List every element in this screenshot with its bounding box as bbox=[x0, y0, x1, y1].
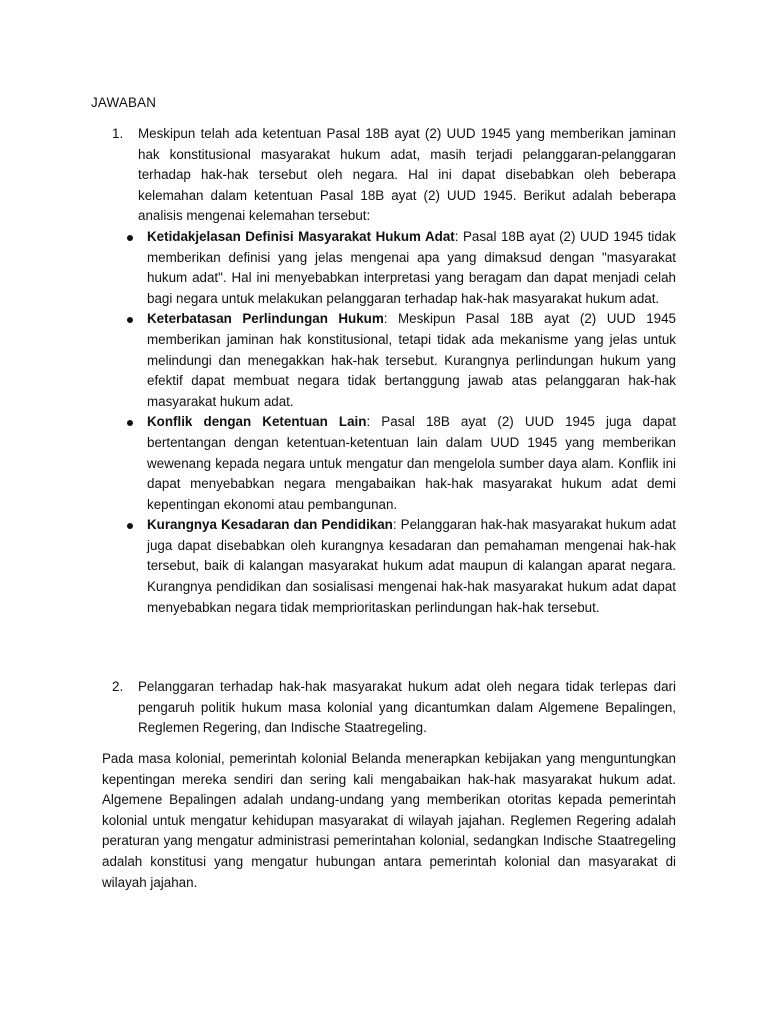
bullet-icon bbox=[127, 523, 133, 529]
bullet-icon bbox=[127, 420, 133, 426]
bullet-text: : Pelanggaran hak-hak masyarakat hukum adat juga dapat disebabkan oleh kurangnya kesadaran dan pemahaman mengenai hak-hak tersebut, baik di kalangan masyarakat hukum adat maupun di kalangan aparat negara. Kurangnya pendidikan dan sosialisasi mengenai hak-hak masyarakat hukum adat dapat menyebabkan negara tidak memprioritaskan perlindungan hak-hak tersebut. bbox=[147, 517, 676, 615]
document-heading: JAWABAN bbox=[91, 95, 157, 110]
bullet-item bbox=[147, 227, 676, 309]
bullet-title: Ketidakjelasan Definisi Masyarakat Hukum Adat bbox=[147, 228, 455, 244]
answer-2 bbox=[112, 677, 676, 739]
bullet-item bbox=[147, 412, 676, 515]
bullet-text: : Meskipun Pasal 18B ayat (2) UUD 1945 memberikan jaminan hak konstitusional, tetapi tidak ada mekanisme yang jelas untuk melindungi dan menegakkan hak-hak tersebut. Kurangnya perlindungan hukum yang efektif dapat membuat negara tidak bertanggung jawab atas pelanggaran hak-hak masyarakat hukum adat. bbox=[147, 311, 676, 409]
answer-1-intro: Meskipun telah ada ketentuan Pasal 18B ayat (2) UUD 1945 yang memberikan jaminan hak konstitusional masyarakat hukum adat, masih terjadi pelanggaran-pelanggaran terhadap hak-hak tersebut oleh negara. Hal ini dapat disebabkan oleh beberapa kelemahan dalam ketentuan Pasal 18B ayat (2) UUD 1945. Berikut adalah beberapa analisis mengenai kelemahan tersebut: bbox=[138, 126, 676, 224]
bullet-icon bbox=[127, 235, 133, 241]
bullet-item bbox=[147, 515, 676, 618]
answer-1 bbox=[112, 124, 676, 618]
bullet-title: Kurangnya Kesadaran dan Pendidikan bbox=[147, 517, 393, 533]
answer-2-intro: Pelanggaran terhadap hak-hak masyarakat hukum adat oleh negara tidak terlepas dari pengaruh politik hukum masa kolonial yang dicantumkan dalam Algemene Bepalingen, Reglemen Regering, dan Indische Staatregeling. bbox=[138, 679, 676, 736]
bullet-text: : Pasal 18B ayat (2) UUD 1945 tidak memberikan definisi yang jelas mengenai apa yang dimaksud dengan "masyarakat hukum adat". Hal ini menyebabkan interpretasi yang beragam dan dapat menjadi celah bagi negara untuk melakukan pelanggaran terhadap hak-hak masyarakat hukum adat. bbox=[147, 228, 676, 306]
bullet-title: Konflik dengan Ketentuan Lain bbox=[147, 414, 367, 430]
bullet-title: Keterbatasan Perlindungan Hukum bbox=[147, 311, 384, 327]
answer-1-number: 1. bbox=[112, 126, 124, 141]
answer-1-bullet-list bbox=[147, 227, 676, 618]
bullet-item bbox=[147, 309, 676, 412]
closing-paragraph: Pada masa kolonial, pemerintah kolonial Belanda menerapkan kebijakan yang menguntungkan kepentingan mereka sendiri dan sering kali mengabaikan hak-hak masyarakat hukum adat. Algemene Bepalingen adalah undang-undang yang memberikan otoritas kepada pemerintah kolonial untuk mengatur kehidupan masyarakat di wilayah jajahan. Reglemen Regering adalah peraturan yang mengatur administrasi pemerintahan kolonial, sedangkan Indische Staatregeling adalah konstitusi yang mengatur hubungan antara pemerintah kolonial dan masyarakat di wilayah jajahan. bbox=[102, 751, 676, 890]
answer-2-number: 2. bbox=[112, 679, 124, 694]
bullet-icon bbox=[127, 317, 133, 323]
bullet-text: : Pasal 18B ayat (2) UUD 1945 juga dapat bertentangan dengan ketentuan-ketentuan lain dalam UUD 1945 yang memberikan wewenang kepada negara untuk mengatur dan mengelola sumber daya alam. Konflik ini dapat menyebabkan negara mengabaikan hak-hak masyarakat hukum adat demi kepentingan ekonomi atau pembangunan. bbox=[147, 414, 676, 512]
